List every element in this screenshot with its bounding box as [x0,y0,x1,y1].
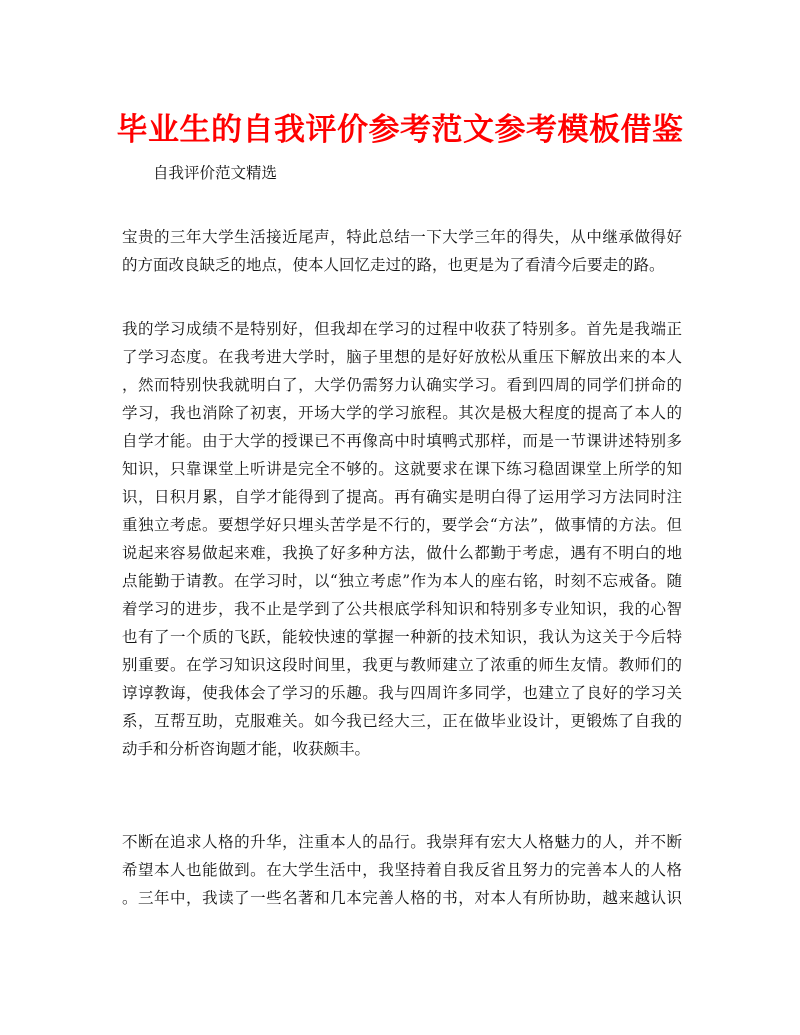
document-subtitle: 自我评价范文精选 [153,164,278,182]
paragraph-line: 自学才能。由于大学的授课已不再像高中时填鸭式那样，而是一节课讲述特别多 [122,432,682,450]
paragraph-line: 别重要。在学习知识这段时间里，我更与教师建立了浓重的师生友情。教师们的 [122,656,682,674]
paragraph-line: 动手和分析咨询题才能，收获颇丰。 [122,740,371,758]
paragraph-line: 学习，我也消除了初衷，开场大学的学习旅程。其次是极大程度的提高了本人的 [122,404,682,422]
paragraph-line: 点能勤于请教。在学习时，以“独立考虑”作为本人的座右铭，时刻不忘戒备。随 [122,572,682,590]
paragraph-1 [122,223,682,279]
paragraph-2 [122,315,682,763]
document-title: 毕业生的自我评价参考范文参考模板借鉴 [116,112,684,148]
paragraph-line: 不断在追求人格的升华，注重本人的品行。我崇拜有宏大人格魅力的人，并不断 [122,833,682,851]
paragraph-line: 的方面改良缺乏的地点，使本人回忆走过的路，也更是为了看清今后要走的路。 [122,256,665,274]
paragraph-line: ，然而特别快我就明白了，大学仍需努力认确实学习。看到四周的同学们拼命的 [122,376,682,394]
paragraph-line: 希望本人也能做到。在大学生活中，我坚持着自我反省且努力的完善本人的人格 [122,861,682,879]
paragraph-line: 也有了一个质的飞跃，能较快速的掌握一种新的技术知识，我认为这关于今后特 [122,628,682,646]
paragraph-line: 我的学习成绩不是特别好，但我却在学习的过程中收获了特别多。首先是我端正 [122,320,682,338]
paragraph-line: 知识，只靠课堂上听讲是完全不够的。这就要求在课下练习稳固课堂上所学的知 [122,460,682,478]
paragraph-line: 了学习态度。在我考进大学时，脑子里想的是好好放松从重压下解放出来的本人 [122,348,682,366]
paragraph-line: 谆谆教诲，使我体会了学习的乐趣。我与四周许多同学，也建立了良好的学习关 [122,684,682,702]
paragraph-line: 。三年中，我读了一些名著和几本完善人格的书，对本人有所协助，越来越认识 [122,889,682,907]
paragraph-3 [122,828,682,912]
paragraph-line: 宝贵的三年大学生活接近尾声，特此总结一下大学三年的得失，从中继承做得好 [122,228,682,246]
paragraph-line: 说起来容易做起来难，我换了好多种方法，做什么都勤于考虑，遇有不明白的地 [122,544,682,562]
paragraph-line: 识，日积月累，自学才能得到了提高。再有确实是明白得了运用学习方法同时注 [122,488,682,506]
paragraph-line: 重独立考虑。要想学好只埋头苦学是不行的，要学会“方法”，做事情的方法。但 [122,516,682,534]
paragraph-line: 着学习的进步，我不止是学到了公共根底学科知识和特别多专业知识，我的心智 [122,600,682,618]
paragraph-line: 系，互帮互助，克服难关。如今我已经大三，正在做毕业设计，更锻炼了自我的 [122,712,682,730]
